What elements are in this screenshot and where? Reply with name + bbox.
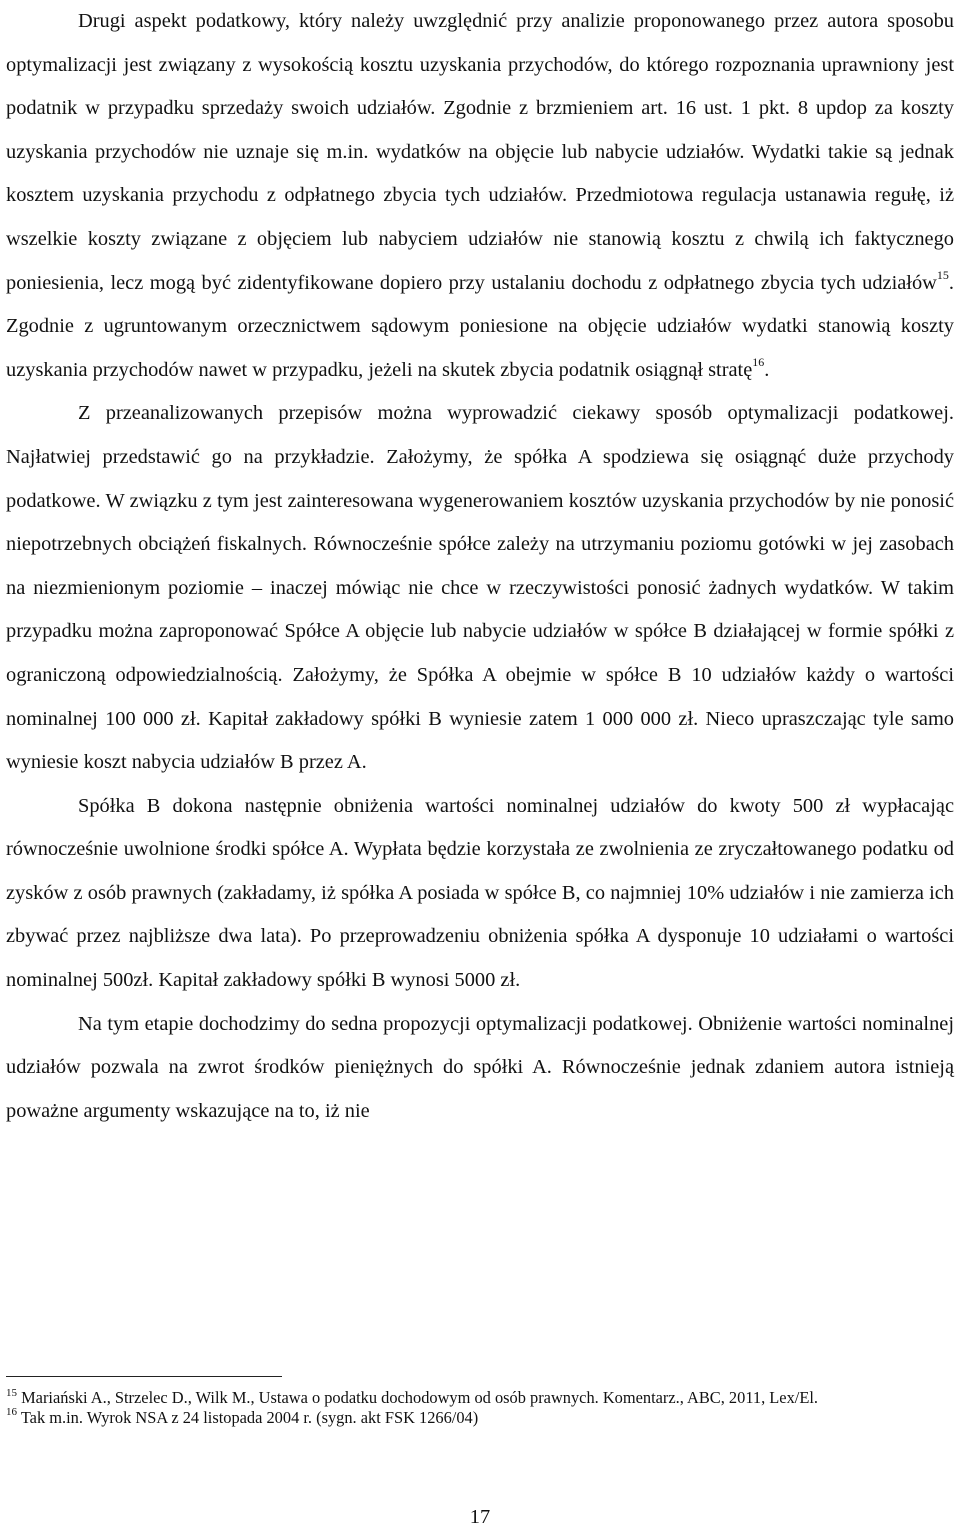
footnote-16 [6,1408,951,1428]
footnote-ref-15[interactable]: 15 [936,267,949,282]
footnotes [6,1388,951,1427]
paragraph-1-text-a: Drugi aspekt podatkowy, który należy uwzględnić przy analizie proponowanego przez autora sposobu optymalizacji jest związany z wysokością kosztu uzyskania przychodów, do którego rozpoznania uprawniony jest podatnik w przypadku sprzedaży swoich udziałów. Zgodnie z brzmieniem art. 16 ust. 1 pkt. 8 updop za koszty uzyskania przychodów nie uznaje się m.in. wydatków na objęcie lub nabycie udziałów. Wydatki takie są jednak kosztem uzyskania przychodu z odpłatnego zbycia tych udziałów. Przedmiotowa regulacja ustanawia regułę, iż wszelkie koszty związane z objęciem lub nabyciem udziałów nie stanowią kosztu z chwilą ich faktycznego poniesienia, lecz mogą być zidentyfikowane dopiero przy ustalaniu dochodu z odpłatnego zbycia tych udziałów [6,10,954,294]
footnote-number: 15 [6,1386,17,1399]
paragraph-4: Na tym etapie dochodzimy do sedna propozycji optymalizacji podatkowej. Obniżenie wartości nominalnej udziałów pozwala na zwrot środków pieniężnych do spółki A. Równocześnie jednak zdaniem autora istnieją poważne argumenty wskazujące na to, iż nie [6,1012,954,1122]
page-number: 17 [469,1506,491,1528]
paragraph-1 [6,0,954,392]
footnote-text: Tak m.in. Wyrok NSA z 24 listopada 2004 r. (sygn. akt FSK 1266/04) [20,1407,479,1427]
body-text [6,0,954,1133]
footnote-ref-16[interactable]: 16 [752,354,765,369]
footnote-separator [6,1376,282,1377]
paragraph-3: Spółka B dokona następnie obniżenia wartości nominalnej udziałów do kwoty 500 zł wypłacając równocześnie uwolnione środki spółce A. Wypłata będzie korzystała ze zwolnienia ze zryczałtowanego podatku od zysków z osób prawnych (zakładamy, iż spółka A posiada w spółce B, co najmniej 10% udziałów i nie zamierza ich zbywać przez najbliższe dwa lata). Po przeprowadzeniu obniżenia spółka A dysponuje 10 udziałami o wartości nominalnej 500zł. Kapitał zakładowy spółki B wynosi 5000 zł. [6,794,954,992]
footnote-text: Mariański A., Strzelec D., Wilk M., Ustawa o podatku dochodowym od osób prawnych. Komentarz., ABC, 2011, Lex/El. [21,1388,818,1407]
footnote-15 [6,1388,951,1408]
paragraph-2: Z przeanalizowanych przepisów można wyprowadzić ciekawy sposób optymalizacji podatkowej. Najłatwiej przedstawić go na przykładzie. Założymy, że spółka A spodziewa się osiągnąć duże przychody podatkowe. W związku z tym jest zainteresowana wygenerowaniem kosztów uzyskania przychodów by nie ponosić niepotrzebnych obciążeń fiskalnych. Równocześnie spółce zależy na utrzymaniu poziomu gotówki w jej zasobach na niezmienionym poziomie – inaczej mówiąc nie chce w rzeczywistości ponosić żadnych wydatków. W takim przypadku można zaproponować Spółce A objęcie lub nabycie udziałów w spółce B działającej w formie spółki z ograniczoną odpowiedzialnością. Założymy, że Spółka A obejmie w spółce B 10 udziałów każdy o wartości nominalnej 100 000 zł. Kapitał zakładowy spółki B wyniesie zatem 1 000 000 zł. Nieco upraszczając tyle samo wyniesie koszt nabycia udziałów B przez A. [6,402,954,774]
paragraph-1-text-b: . Zgodnie z ugruntowanym orzecznictwem sądowym poniesione na objęcie udziałów wydatki stanowią koszty uzyskania przychodów nawet w przypadku, jeżeli na skutek zbycia podatnik osiągnął stratę [6,271,954,381]
footnote-number: 16 [6,1406,17,1419]
paragraph-1-text-c: . [764,358,770,381]
